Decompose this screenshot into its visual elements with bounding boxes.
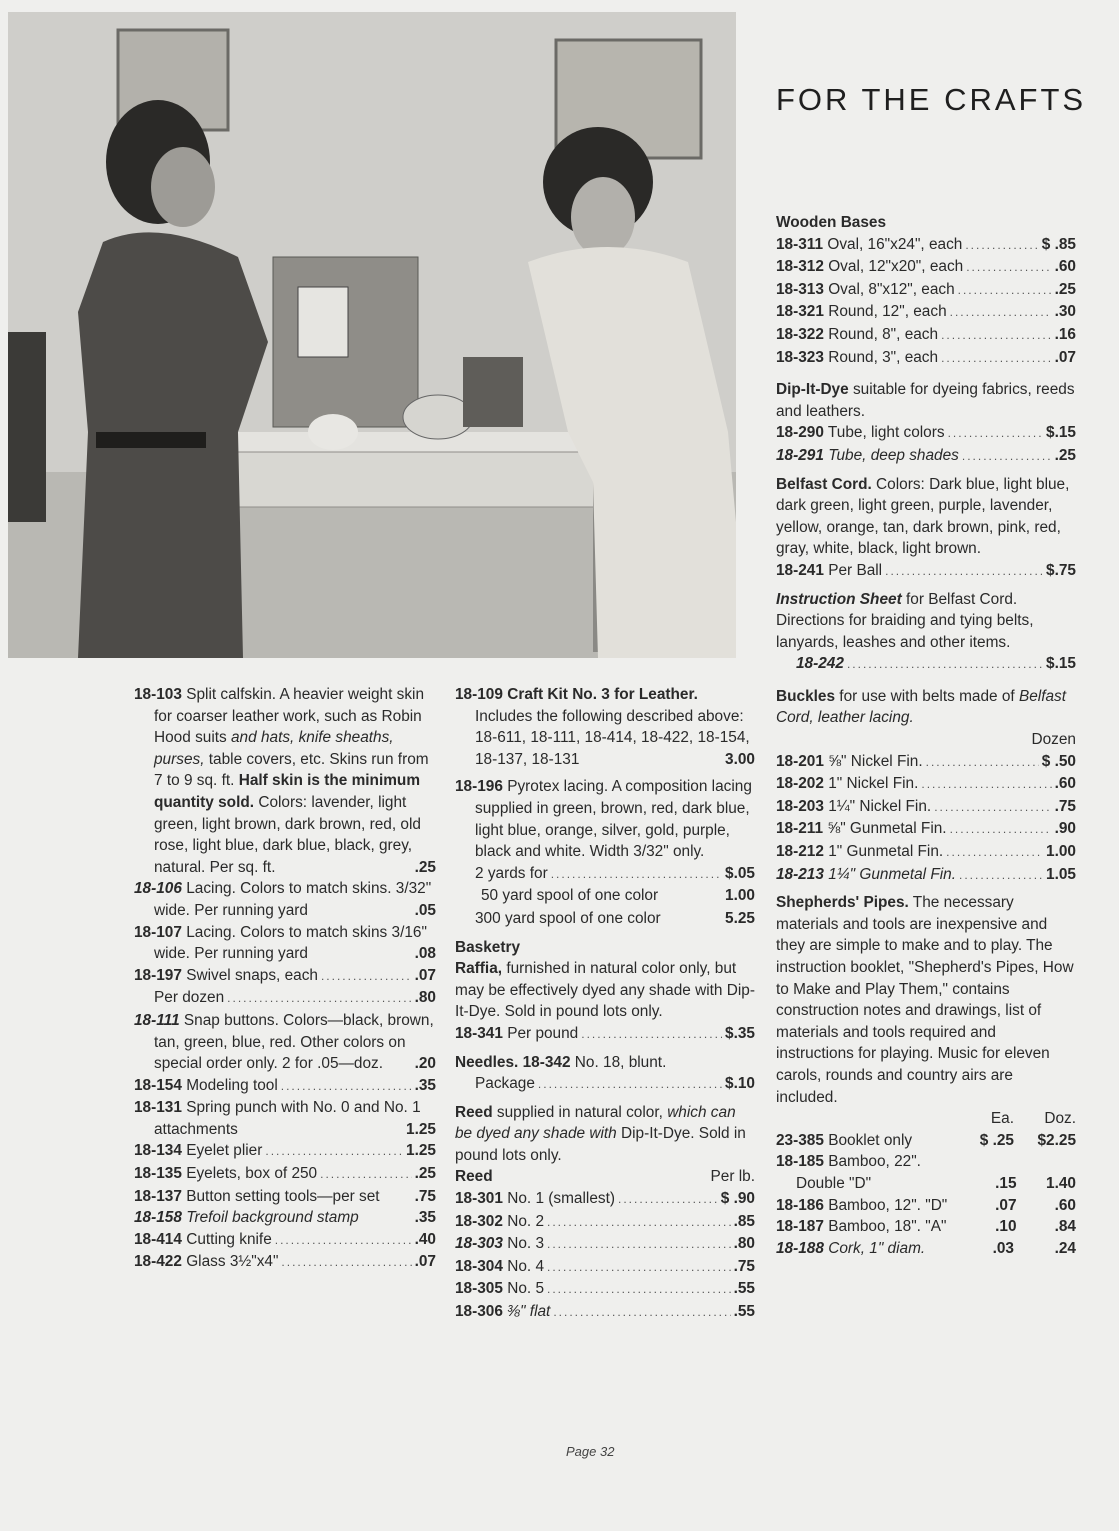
list-item: 18-201 ⅝" Nickel Fin. ..... $ .50	[776, 751, 1076, 774]
section-heading: Wooden Bases	[776, 214, 887, 231]
reed-table-header: Reed Per lb.	[455, 1168, 755, 1186]
column-unit-label: Dozen	[1031, 731, 1076, 749]
list-item: 18-303 No. 3 ..... .80	[455, 1233, 755, 1256]
right-column	[776, 212, 1076, 1259]
list-item: 18-301 No. 1 (smallest) ..... $ .90	[455, 1188, 755, 1211]
list-item: 18-322 Round, 8", each ..... .16	[776, 324, 1076, 347]
list-item: 18-186 Bamboo, 12". "D" .07 .60	[776, 1196, 1076, 1214]
list-item: 18-158 Trefoil background stamp .35	[134, 1209, 436, 1227]
list-item: 18-103 Split calfskin. A heavier weight skin for coarser leather work, such as Robin Hood suits and hats, knife sheaths, purses, table covers, etc. Skins run from 7 to 9 sq. ft. Half skin is the minimum quantity sold. Colors: lavender, light green, light brown, dark brown, red, old rose, light blue, dark blue, black, grey, natural. Per sq. ft. .25	[134, 686, 436, 876]
list-item: 18-321 Round, 12", each ..... .30	[776, 301, 1076, 324]
middle-column	[455, 684, 755, 1324]
list-item: 18-154 Modeling tool ..... .35	[134, 1075, 436, 1098]
list-item: 18-422 Glass 3½"x4" ..... .07	[134, 1251, 436, 1274]
list-item: 300 yard spool of one color 5.25	[475, 909, 755, 927]
list-item: Per dozen ..... .80	[134, 987, 436, 1010]
list-item: 23-385 Booklet only $ .25 $2.25	[776, 1131, 1076, 1149]
list-item: 18-313 Oval, 8"x12", each ..... .25	[776, 279, 1076, 302]
list-item: 18-211 ⅝" Gunmetal Fin. ..... .90	[776, 818, 1076, 841]
list-item: 50 yard spool of one color 1.00	[481, 887, 755, 905]
list-item: 18-213 1¼" Gunmetal Fin. ..... 1.05	[776, 864, 1076, 887]
list-item: 18-242 ..... $.15	[776, 653, 1076, 676]
list-item: 18-302 No. 2 ..... .85	[455, 1211, 755, 1234]
list-item: 18-196 Pyrotex lacing. A composition lacing supplied in green, brown, red, dark blue, light blue, orange, silver, gold, purple, black and white. Width 3/32" only.	[455, 778, 752, 861]
pipes-table-header: Ea. Doz.	[990, 1110, 1076, 1128]
list-item: 18-202 1" Nickel Fin. ..... .60	[776, 773, 1076, 796]
list-item: 18-131 Spring punch with No. 0 and No. 1 attachments 1.25	[134, 1099, 436, 1138]
list-item: 18-241 Per Ball ..... $.75	[776, 560, 1076, 583]
list-item: 18-290 Tube, light colors ..... $.15	[776, 422, 1076, 445]
list-item: 18-341 Per pound ..... $.35	[455, 1023, 755, 1046]
list-item: 2 yards for ..... $.05	[455, 863, 755, 886]
list-item: 18-304 No. 4 ..... .75	[455, 1256, 755, 1279]
list-item: Needles. 18-342 No. 18, blunt.	[455, 1053, 667, 1071]
list-item: 18-197 Swivel snaps, each ..... .07	[134, 965, 436, 988]
craft-photo	[8, 12, 736, 658]
page-title: FOR THE CRAFTS	[776, 82, 1087, 117]
list-item: 18-312 Oval, 12"x20", each ..... .60	[776, 256, 1076, 279]
list-item: 18-212 1" Gunmetal Fin. ..... 1.00	[776, 841, 1076, 864]
list-item: 18-187 Bamboo, 18". "A" .10 .84	[776, 1218, 1076, 1236]
page-number: Page 32	[566, 1444, 615, 1459]
list-item: 18-135 Eyelets, box of 250 ..... .25	[134, 1163, 436, 1186]
list-item: 18-203 1¼" Nickel Fin. ..... .75	[776, 796, 1076, 819]
list-item: 18-111 Snap buttons. Colors—black, brown, tan, green, blue, red. Other colors on special order only. 2 for .05—doz. .20	[134, 1011, 436, 1073]
list-item: 18-188 Cork, 1" diam. .03 .24	[776, 1239, 1076, 1257]
list-item: 18-291 Tube, deep shades ..... .25	[776, 445, 1076, 468]
list-item: 18-106 Lacing. Colors to match skins. 3/32" wide. Per running yard .05	[134, 880, 436, 919]
list-item: Package ..... $.10	[455, 1073, 755, 1096]
section-heading: Basketry	[455, 938, 521, 956]
two-women-crafting-photo-icon	[8, 12, 736, 658]
left-column	[134, 684, 436, 1274]
list-item: Raffia, furnished in natural color only, but may be effectively dyed any shade with Dip-It-Dye. Sold in pound lots only.	[455, 960, 755, 1021]
list-item: 18-109 Craft Kit No. 3 for Leather. Includes the following described above: 18-611, 18-111, 18-414, 18-422, 18-154, 18-137, 18-131 3.00	[455, 686, 755, 768]
list-item: 18-306 ⅜" flat ..... .55	[455, 1301, 755, 1324]
list-item: Dip-It-Dye suitable for dyeing fabrics, reeds and leathers.	[776, 381, 1075, 420]
list-item: Instruction Sheet for Belfast Cord. Directions for braiding and tying belts, lanyards, leashes and other items.	[776, 590, 1034, 651]
list-item: Shepherds' Pipes. The necessary materials and tools are inexpensive and they are simple to make and to play. The instruction booklet, "Shepherd's Pipes, How to Make and Play Them," contains construction notes and drawings, list of materials and tools required and instructions for playing. Music for eleven carols, rounds and country airs are included.	[776, 894, 1074, 1106]
list-item: 18-134 Eyelet plier ..... 1.25	[134, 1140, 436, 1163]
list-item: 18-305 No. 5 ..... .55	[455, 1278, 755, 1301]
list-item: 18-414 Cutting knife ..... .40	[134, 1229, 436, 1252]
list-item: Reed supplied in natural color, which can be dyed any shade with Dip-It-Dye. Sold in pound lots only.	[455, 1103, 746, 1164]
list-item: 18-311 Oval, 16"x24", each ..... $ .85	[776, 234, 1076, 257]
list-item: 18-185 Bamboo, 22". Double "D" .15 1.40	[776, 1153, 1076, 1192]
list-item: Belfast Cord. Colors: Dark blue, light blue, dark green, light green, purple, lavender, yellow, orange, tan, dark brown, pink, red, gray, white, black, light brown.	[776, 475, 1070, 558]
list-item: 18-323 Round, 3", each ..... .07	[776, 347, 1076, 370]
list-item: Buckles for use with belts made of Belfast Cord, leather lacing.	[776, 687, 1067, 727]
list-item: 18-107 Lacing. Colors to match skins 3/16" wide. Per running yard .08	[134, 923, 436, 963]
list-item: 18-137 Button setting tools—per set .75	[134, 1187, 436, 1205]
